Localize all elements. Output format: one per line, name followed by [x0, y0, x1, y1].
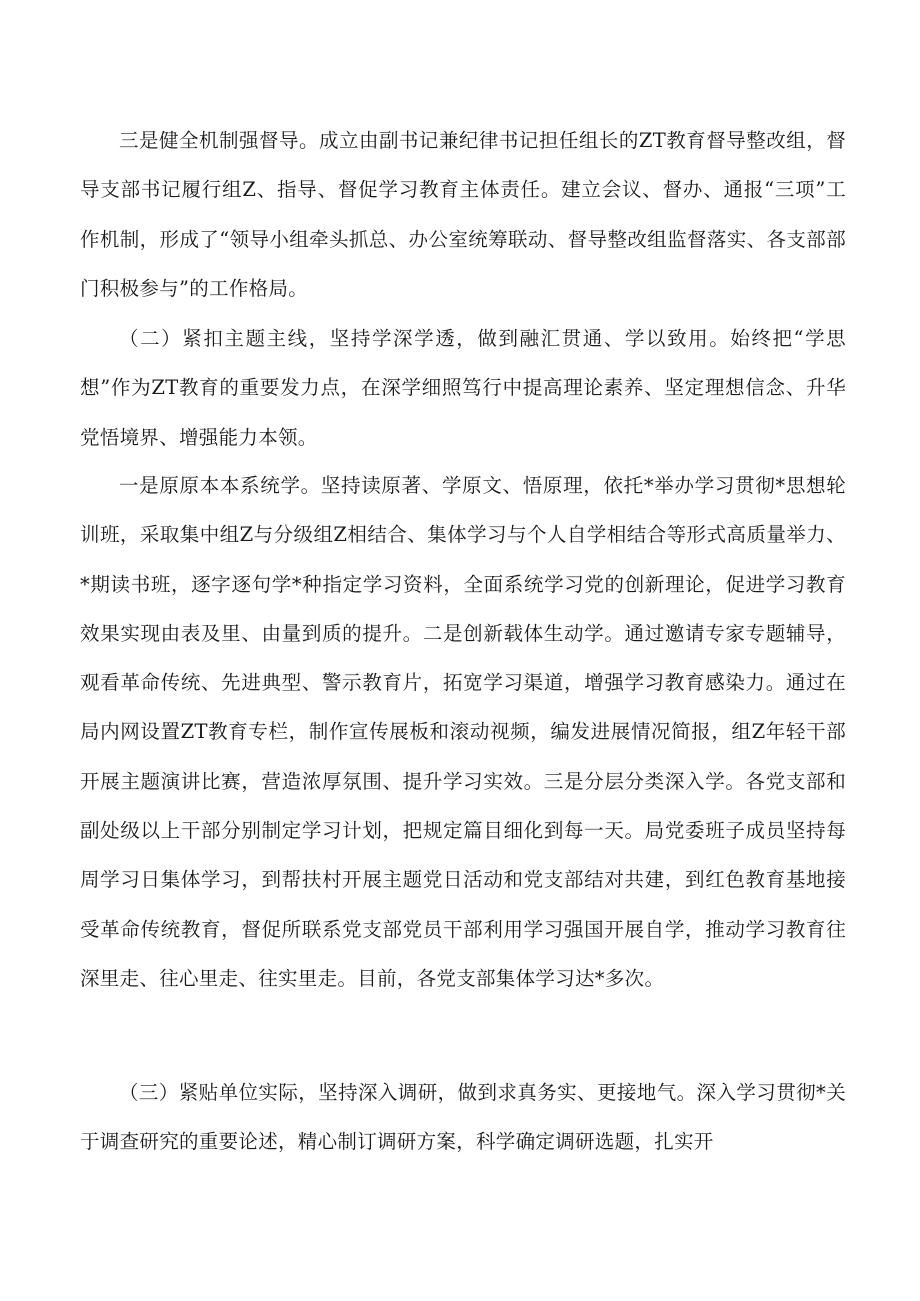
paragraph-study-methods: [80, 461, 846, 1003]
paragraph-supervision-mechanism: [80, 116, 846, 313]
paragraph-text: （三）紧贴单位实际，坚持深入调研，做到求真务实、更接地气。深入学习贯彻*关于调查研究的重要论述，精心制订调研方案，科学确定调研选题，扎实开: [80, 1081, 846, 1154]
paragraph-text: 三是健全机制强督导。成立由副书记兼纪律书记担任组长的ZT教育督导整改组，督导支部书记履行组Z、指导、督促学习教育主体责任。建立会议、督办、通报“三项”工作机制，形成了“领导小组牵头抓总、办公室统筹联动、督导整改组监督落实、各支部部门积极参与”的工作格局。: [80, 129, 846, 300]
paragraph-text: 一是原原本本系统学。坚持读原著、学原文、悟原理，依托*举办学习贯彻*思想轮训班，采取集中组Z与分级组Z相结合、集体学习与个人自学相结合等形式高质量举力、*期读书班，逐字逐句学*种指定学习资料，全面系统学习党的创新理论，促进学习教育效果实现由表及里、由量到质的提升。二是创新载体生动学。通过邀请专家专题辅导，观看革命传统、先进典型、警示教育片，拓宽学习渠道，增强学习教育感染力。通过在局内网设置ZT教育专栏，制作宣传展板和滚动视频，编发进展情况简报，组Z年轻干部开展主题演讲比赛，营造浓厚氛围、提升学习实效。三是分层分类深入学。各党支部和副处级以上干部分别制定学习计划，把规定篇目细化到每一天。局党委班子成员坚持每周学习日集体学习，到帮扶村开展主题党日活动和党支部结对共建，到红色教育基地接受革命传统教育，督促所联系党支部党员干部利用学习强国开展自学，推动学习教育往深里走、往心里走、往实里走。目前，各党支部集体学习达*多次。: [80, 474, 846, 990]
paragraph-section-three-heading: [80, 1068, 846, 1167]
paragraph-text: （二）紧扣主题主线，坚持学深学透，做到融汇贯通、学以致用。始终把“学思想”作为ZT教育的重要发力点，在深学细照笃行中提高理论素养、坚定理想信念、升华党悟境界、增强能力本领。: [80, 327, 846, 449]
paragraph-section-two-heading: [80, 314, 846, 462]
